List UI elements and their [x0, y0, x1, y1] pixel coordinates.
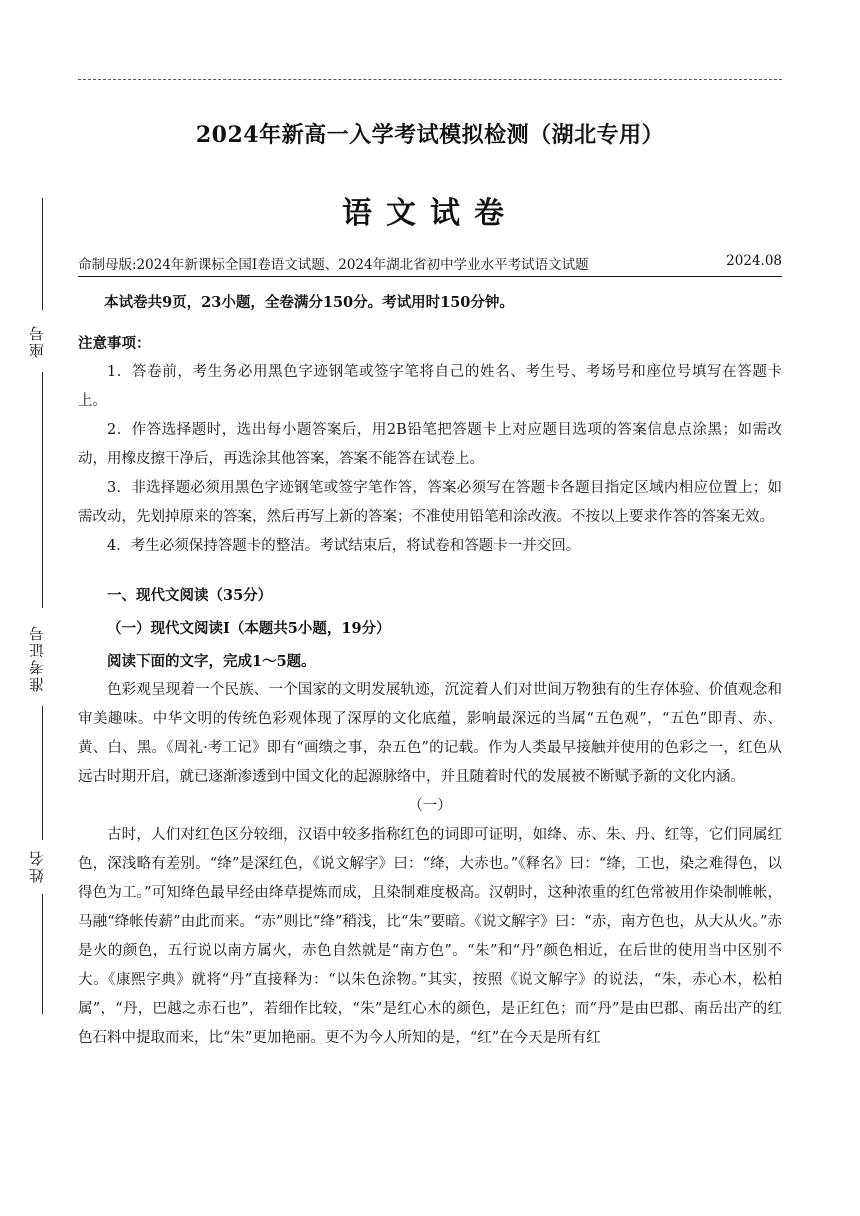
exam-title: 2024年新高一入学考试模拟检测（湖北专用）: [195, 122, 665, 148]
reading-instruction: 阅读下面的文字，完成1～5题。: [107, 653, 316, 670]
note-item: 3．非选择题必须用黑色字迹钢笔或签字笔作答，答案必须写在答题卡各题目指定区域内相应位置上；如需改动，先划掉原来的答案，然后再写上新的答案；不准使用铅笔和涂改液。不按以上要求作答的答案无效。: [78, 480, 782, 525]
source-line: [78, 253, 782, 277]
notes-title: 注意事项：: [78, 335, 151, 352]
source-date: 2024.08: [726, 253, 782, 269]
margin-rule: [42, 706, 43, 840]
section-title: 一、现代文阅读（35分）: [107, 587, 273, 604]
margin-rule: [42, 198, 43, 310]
source-description: 命制母版:2024年新课标全国Ⅰ卷语文试题、2024年湖北省初中学业水平考试语文试题: [78, 257, 589, 273]
exam-intro: 本试卷共9页，23小题，全卷满分150分。考试用时150分钟。: [104, 294, 514, 311]
note-item: 2．作答选择题时，选出每小题答案后，用2B铅笔把答题卡上对应题目选项的答案信息点涂黑；如需改动，用橡皮擦干净后，再选涂其他答案，答案不能答在试卷上。: [78, 422, 782, 467]
margin-label-exam-id: 准考证号: [28, 624, 46, 692]
subsection-title: （一）现代文阅读Ⅰ（本题共5小题，19分）: [107, 620, 391, 637]
margin-label-name: 姓名: [28, 849, 46, 883]
paper-title: 语文试卷: [342, 196, 518, 231]
passage-paragraph: 古时，人们对红色区分较细，汉语中较多指称红色的词即可证明，如绛、赤、朱、丹、红等，它们同属红色，深浅略有差别。“绛”是深红色，《说文解字》曰：“绛，大赤也。”《释名》曰：“绛，工也，染之难得色，以得色为工。”可知绛色最早经由绛草提炼而成，且染制难度极高。汉朝时，这种浓重的红色常被用作染制帷帐，马融“绛帐传薪”由此而来。“赤”则比“绛”稍浅，比“朱”要暗。《说文解字》曰：“赤，南方色也，从大从火。”赤是火的颜色，五行说以南方属火，赤色自然就是“南方色”。“朱”和“丹”颜色相近，在后世的使用当中区别不大。《康熙字典》就将“丹”直接释为：“以朱色涂物。”其实，按照《说文解字》的说法，“朱，赤心木，松柏属”，“丹，巴越之赤石也”，若细作比较，“朱”是红心木的颜色，是正红色；而“丹”是由巴郡、南岳出产的红色石料中提取而来，比“朱”更加艳丽。更不为今人所知的是，“红”在今天是所有红: [78, 827, 782, 1046]
note-item: 4．考生必须保持答题卡的整洁。考试结束后，将试卷和答题卡一并交回。: [107, 538, 581, 554]
header-dashed-rule: [78, 79, 782, 80]
exam-body: [78, 288, 782, 1053]
passage-paragraph: 色彩观呈现着一个民族、一个国家的文明发展轨迹，沉淀着人们对世间万物独有的生存体验、价值观念和审美趣味。中华文明的传统色彩观体现了深厚的文化底蕴，影响最深远的当属“五色观”，“五色”即青、赤、黄、白、黑。《周礼·考工记》即有“画缋之事，杂五色”的记载。作为人类最早接触并使用的色彩之一，红色从远古时期开启，就已逐渐渗透到中国文化的起源脉络中，并且随着时代的发展被不断赋予新的文化内涵。: [78, 682, 782, 785]
margin-rule: [42, 894, 43, 1014]
note-item: 1．答卷前，考生务必用黑色字迹钢笔或签字笔将自己的姓名、考生号、考场号和座位号填写在答题卡上。: [78, 364, 782, 409]
passage-part-mark: （一）: [408, 798, 452, 814]
margin-label-seat: 座号: [28, 324, 46, 358]
margin-rule: [42, 372, 43, 608]
